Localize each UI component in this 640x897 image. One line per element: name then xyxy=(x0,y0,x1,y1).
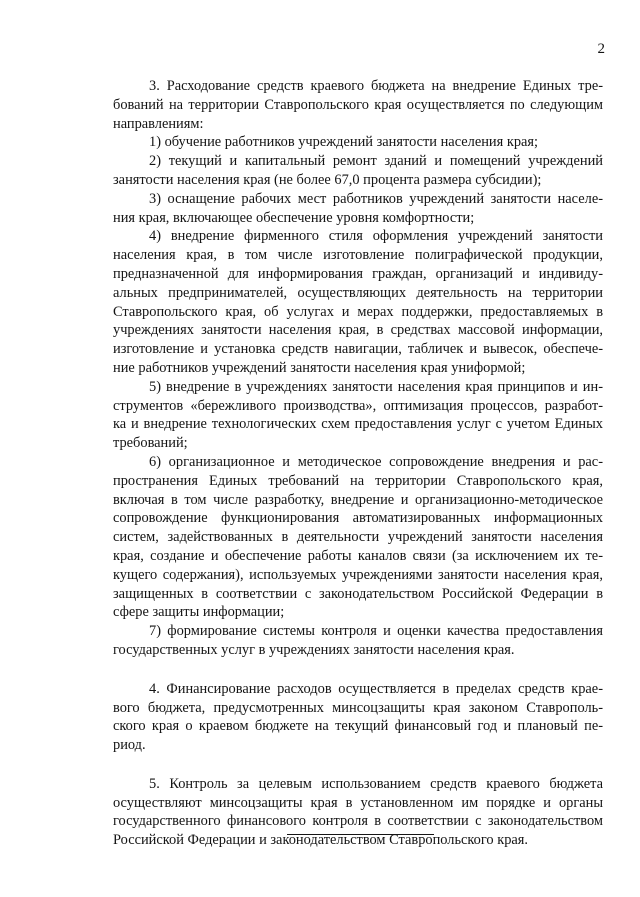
paragraph-item3 xyxy=(113,190,603,228)
paragraph-item7 xyxy=(113,622,603,660)
text-line: пространения Единых требований на территории Ставропольского края, xyxy=(113,472,603,489)
text-line: изготовление и установка средств навигации, табличек и вывесок, обеспече- xyxy=(113,341,603,358)
paragraph-p5 xyxy=(113,775,603,850)
text-line: 1) обучение работников учреждений занятости населения края; xyxy=(149,134,539,151)
paragraph-item6 xyxy=(113,453,603,622)
text-line: требований; xyxy=(113,435,188,452)
text-line: систем, задействованных в деятельности учреждений занятости населения xyxy=(113,529,603,546)
text-line: Ставропольского края, об услугах и мерах поддержки, предоставляемых в xyxy=(113,303,603,320)
text-line: занятости населения края (не более 67,0 процента размера субсидии); xyxy=(113,171,542,188)
paragraph-gap xyxy=(113,660,603,680)
text-line: риод. xyxy=(113,737,146,754)
paragraph-gap xyxy=(113,755,603,775)
text-line: 5) внедрение в учреждениях занятости населения края принципов и ин- xyxy=(149,378,603,395)
text-line: ского края о краевом бюджете на текущий финансовый год и плановый пе- xyxy=(113,718,603,735)
paragraph-p3 xyxy=(113,77,603,133)
text-line: 3. Расходование средств краевого бюджета на внедрение Единых тре- xyxy=(149,78,603,94)
text-line: населения края, в том числе изготовление полиграфической продукции, xyxy=(113,247,603,264)
paragraph-item5 xyxy=(113,378,603,453)
text-line: кущего содержания), используемых учреждениями занятости населения края, xyxy=(113,566,603,583)
paragraph-item4 xyxy=(113,227,603,377)
text-line: 6) организационное и методическое сопровождение внедрения и рас- xyxy=(149,453,603,470)
text-line: 3) оснащение рабочих мест работников учреждений занятости населе- xyxy=(149,190,603,207)
text-line: осуществляют минсоцзащиты края в установленном им порядке и органы xyxy=(113,794,603,811)
paragraph-p4 xyxy=(113,680,603,755)
text-line: государственного финансового контроля в соответствии с законодательством xyxy=(113,813,603,830)
text-line: предназначенной для информирования граждан, организаций и индивиду- xyxy=(113,265,603,282)
text-line: государственных услуг в учреждениях занятости населения края. xyxy=(113,641,515,658)
text-line: учреждениях занятости населения края, в средствах массовой информации, xyxy=(113,322,603,339)
text-line: 5. Контроль за целевым использованием средств краевого бюджета xyxy=(149,775,603,792)
text-line: бований на территории Ставропольского края осуществляется по следующим xyxy=(113,96,603,113)
text-line: вого бюджета, предусмотренных минсоцзащиты края законом Ставрополь- xyxy=(113,699,603,716)
text-line: ка и внедрение технологических схем предоставления услуг с учетом Единых xyxy=(113,416,603,433)
end-separator-line xyxy=(287,834,434,835)
text-line: включая в том числе разработку, внедрение и организационно-методическое xyxy=(113,491,603,508)
text-line: Российской Федерации и законодательством Ставропольского края. xyxy=(113,832,529,849)
text-line: 7) формирование системы контроля и оценки качества предоставления xyxy=(149,623,603,640)
text-line: 2) текущий и капитальный ремонт зданий и помещений учреждений xyxy=(149,153,603,170)
page-number: 2 xyxy=(597,41,605,57)
document-body xyxy=(113,77,603,850)
text-line: ние работников учреждений занятости населения края униформой; xyxy=(113,359,526,376)
paragraph-item1 xyxy=(113,133,603,152)
text-line: 4. Финансирование расходов осуществляется в пределах средств крае- xyxy=(149,680,603,697)
text-line: сопровождение функционирования автоматизированных информационных xyxy=(113,510,603,527)
text-line: струментов «бережливого производства», оптимизация процессов, разработ- xyxy=(113,397,603,414)
text-line: сфере защиты информации; xyxy=(113,604,285,621)
text-line: 4) внедрение фирменного стиля оформления учреждений занятости xyxy=(149,228,603,245)
text-line: защищенных в соответствии с законодательством Российской Федерации в xyxy=(113,585,603,602)
paragraph-item2 xyxy=(113,152,603,190)
text-line: направлениям: xyxy=(113,115,204,132)
text-line: ния края, включающее обеспечение уровня комфортности; xyxy=(113,209,475,226)
text-line: края, создание и обеспечение работы каналов связи (за исключением их те- xyxy=(113,547,603,564)
text-line: альных предпринимателей, осуществляющих деятельность на территории xyxy=(113,284,603,301)
